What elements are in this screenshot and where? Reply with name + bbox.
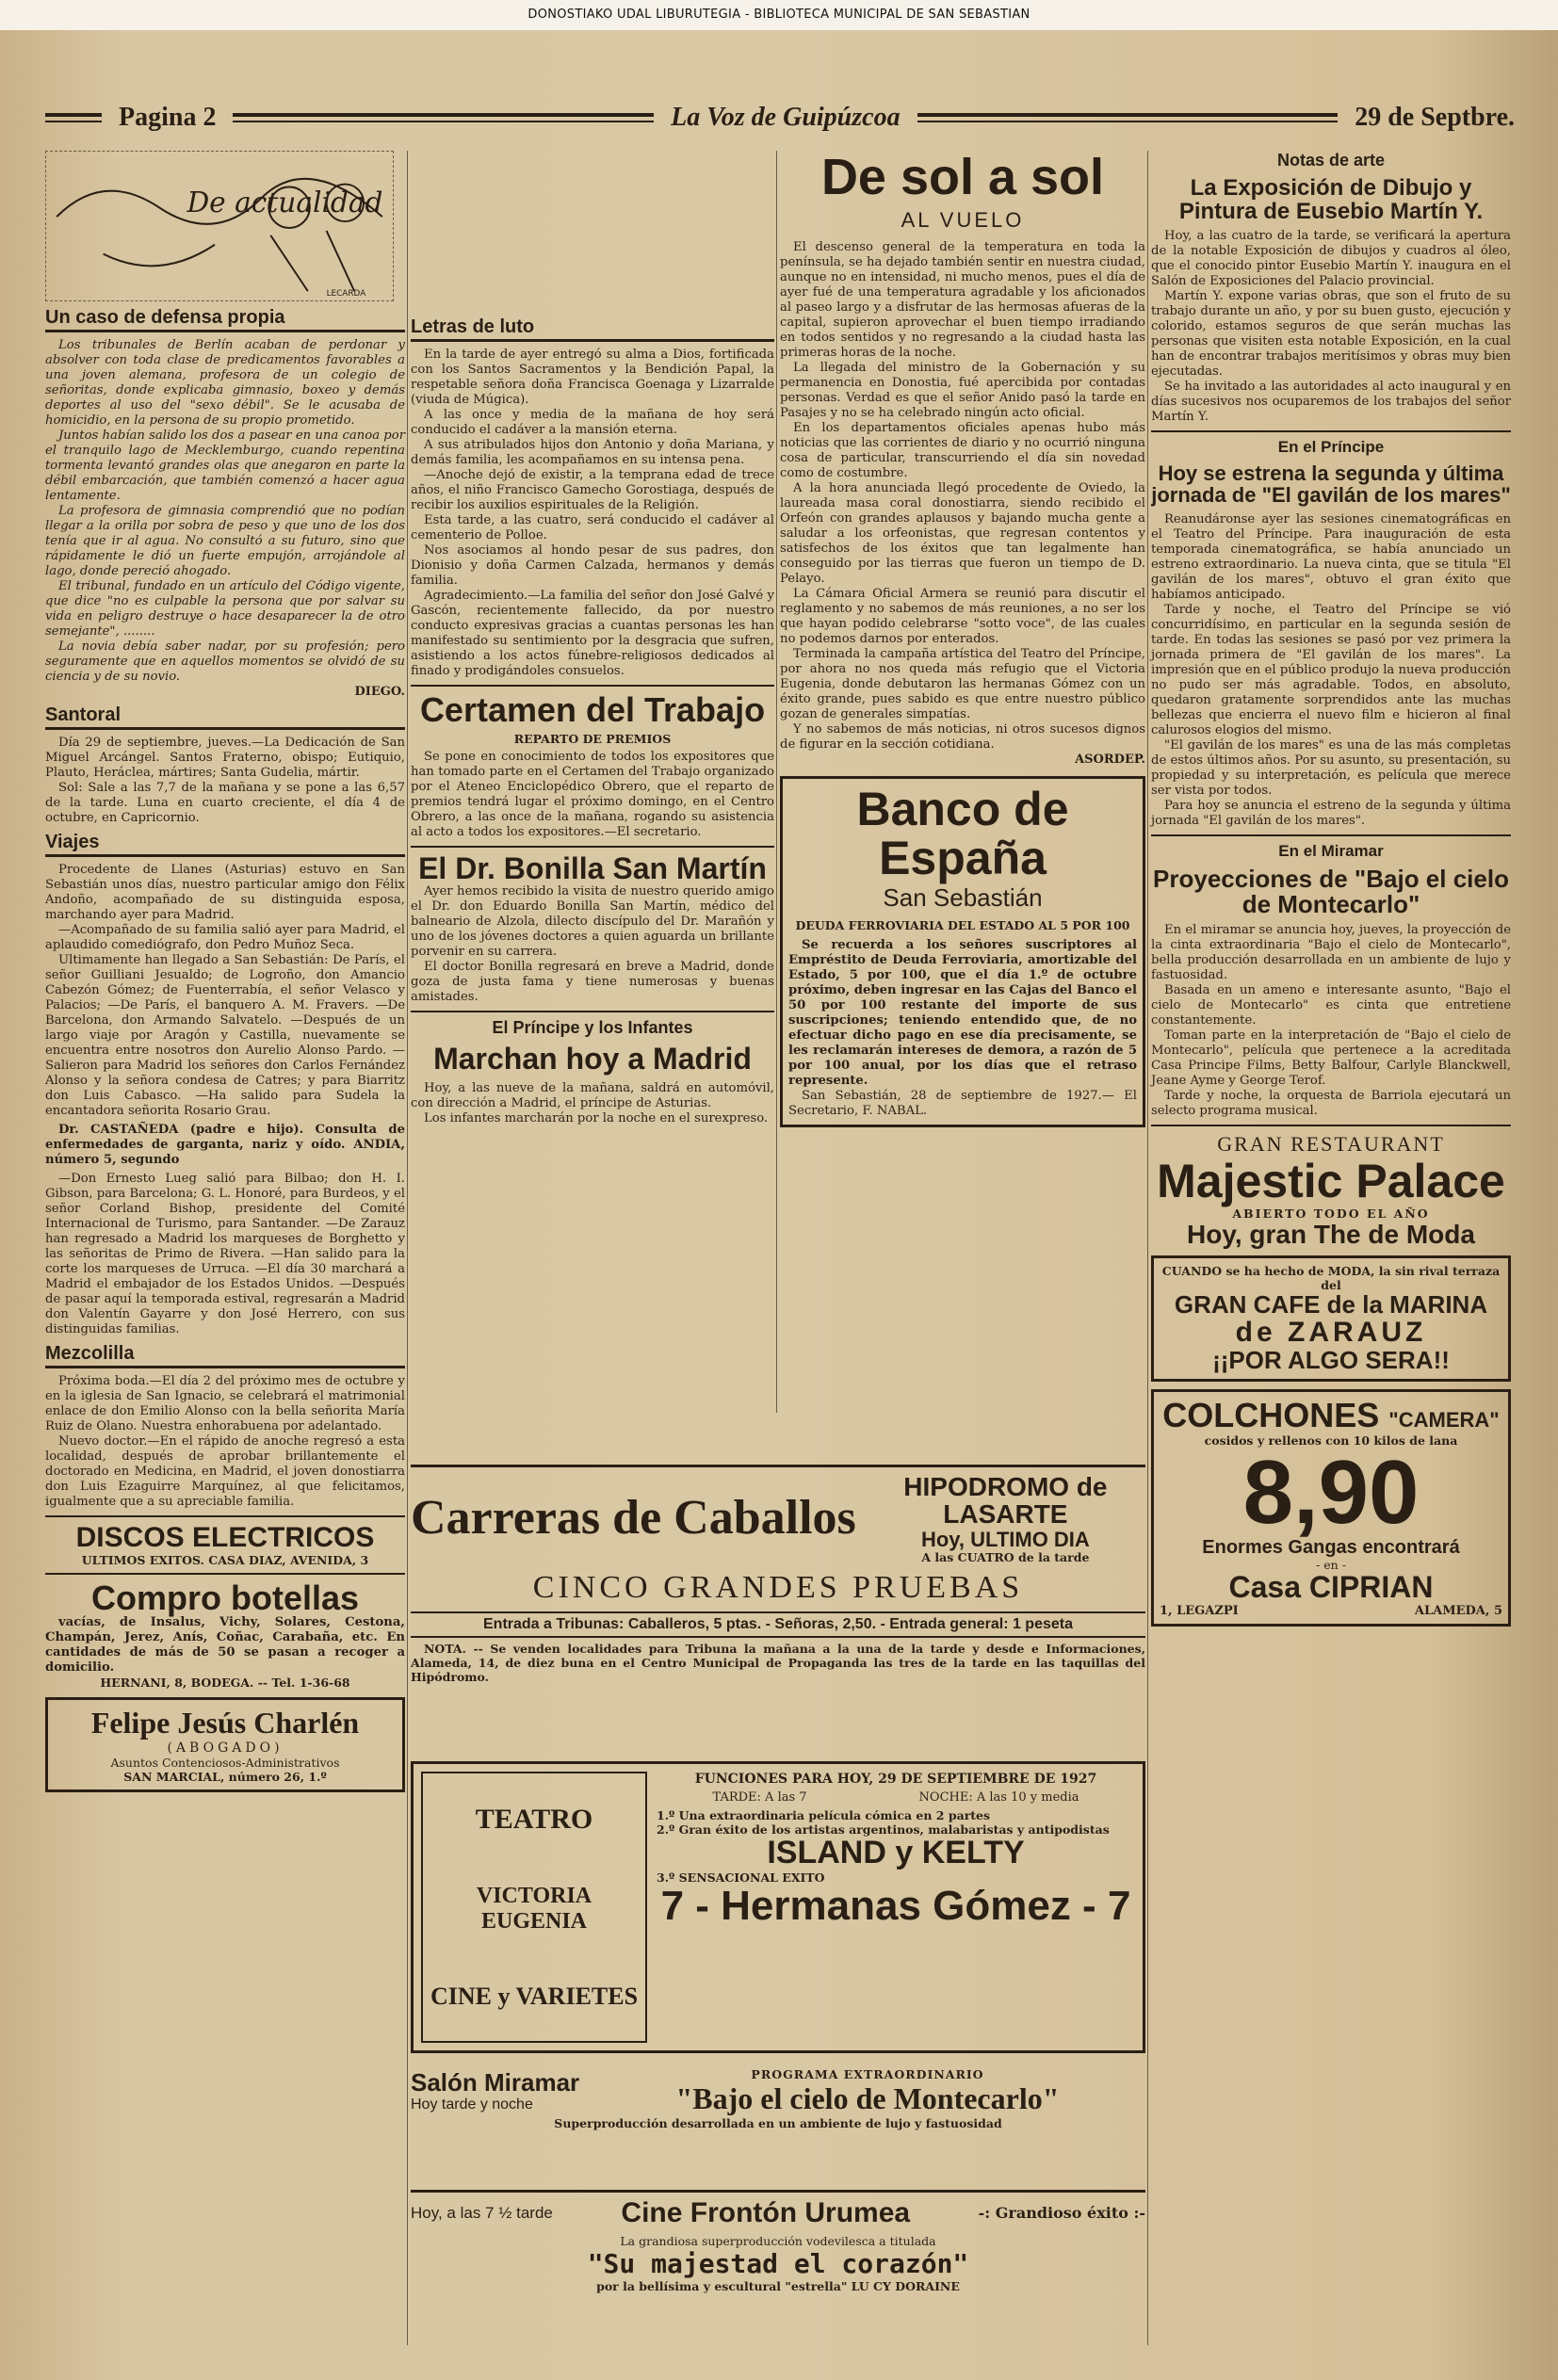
ad-teatro-logo [421, 1772, 647, 2043]
paragraph: Procedente de Llanes (Asturias) estuvo en San Sebastián unos días, nuestro particular amigo don Félix Andoño, acompañado de su distinguida esposa, marchando ayer para Madrid. [45, 863, 405, 922]
ad-miramar-desc: Superproducción desarrollada en un ambiente de lujo y fastuosidad [554, 2116, 1002, 2130]
ad-majestic-pre: GRAN RESTAURANT [1217, 1132, 1445, 1157]
ad-banco-title: Banco de España [856, 782, 1069, 885]
section-title: Letras de luto [411, 316, 774, 342]
ad-marina-city: de ZARAUZ [1235, 1317, 1427, 1349]
ad-miramar-prog: PROGRAMA EXTRAORDINARIO [751, 2067, 984, 2081]
ad-colchones-shop: Casa CIPRIAN [1228, 1569, 1434, 1604]
ad-carreras-day: Hoy, ULTIMO DIA [920, 1527, 1090, 1551]
archive-header: DONOSTIAKO UDAL LIBURUTEGIA - BIBLIOTECA MUNICIPAL DE SAN SEBASTIAN [0, 0, 1558, 30]
ad-fronton-name: Cine Frontón Urumea [621, 2197, 911, 2228]
divider [1151, 1125, 1511, 1126]
ad-colchones-line: Enormes Gangas encontrará [1202, 1536, 1460, 1558]
headline: Hoy se estrena la segunda y última jornada de "El gavilán de los mares" [1151, 461, 1511, 508]
ad-botellas-text: vacías, de Insalus, Vichy, Solares, Cestona, Champán, Jerez, Anís, Coñac, Carabaña, etc. En cantidades de más de 50 se pasan a recoger a domicilio. [45, 1615, 405, 1676]
ad-fronton-tag: -: Grandioso éxito :- [978, 2204, 1145, 2223]
ad-abogado-address: SAN MARCIAL, número 26, 1.º [123, 1770, 327, 1785]
issue-date: 29 de Septbre. [1355, 103, 1516, 132]
ad-colchones-address-1: 1, LEGAZPI [1160, 1603, 1239, 1618]
ad-fronton-film: "Su majestad el corazón" [587, 2247, 969, 2279]
divider [1151, 430, 1511, 432]
paragraph: Sol: Sale a las 7,7 de la mañana y se pone a las 6,57 de la tarde. Luna en cuarto creciente, el día 4 de octubre, en Capricornio. [45, 781, 405, 825]
paragraph: —Anoche dejó de existir, a la temprana edad de trece años, el niño Francisco Gamecho Gorostiaga, después de recibir los auxilios espirituales de la Religión. [411, 468, 774, 512]
section-title: Un caso de defensa propia [45, 307, 405, 332]
paragraph: A la hora anunciada llegó procedente de Oviedo, la laureada masa coral donostiarra, siendo recibido el Orfeón con grandes aplausos y bajando mucha gente a saludar a los orfeonistas, que regresan contentos y satisfechos de los éxitos que tan legalmente han conseguido por las tierras que fueron un tiempo de D. Pelayo. [780, 480, 1145, 586]
section-title: Santoral [45, 704, 405, 730]
paragraph: Se pone en conocimiento de todos los expositores que han tomado parte en el Certamen del Trabajo organizado por el Ateneo Enciclopédico Obrero, que el reparto de premios tendrá lugar el próximo domingo, en el Centro Obrero, a las once de la mañana, rogando su asistencia al acto a todos los expositores.—El secretario. [411, 749, 774, 839]
paragraph: Y no sabemos de más noticias, ni otros sucesos dignos de figurar en la sección cotidiana. [780, 721, 1145, 752]
kicker: En el Príncipe [1277, 438, 1385, 457]
paragraph: Para hoy se anuncia el estreno de la segunda y última jornada "El gavilán de los mares". [1151, 798, 1511, 828]
column-2 [411, 311, 774, 1126]
doctor-ad: Dr. CASTAÑEDA (padre e hijo). Consulta de enfermedades de garganta, nariz y oído. ANDIA, número 5, segundo [45, 1123, 405, 1167]
paragraph: El tribunal, fundado en un artículo del Código vigente, que dice "no es culpable la persona que por salvar su vida en peligro destruye o hace desaparecer la de otro semejante", ........ [45, 579, 405, 639]
divider [411, 685, 774, 687]
paragraph: En los departamentos oficiales apenas hubo más noticias que las corrientes de diario y no ocurrió ninguna cosa de particular, transcurriendo el día sin novedad como de costumbre. [780, 420, 1145, 480]
divider [411, 846, 774, 848]
cartoon-title: De actualidad [187, 186, 383, 219]
paragraph: "El gavilán de los mares" es una de las más completas de estos últimos años. Por su asunto, su presentación, su propiedad y su interpretación, es película que merece ser vista por todos. [1151, 737, 1511, 798]
paragraph: A las once y media de la mañana de hoy será conducido el cadáver a la mansión eterna. [411, 408, 774, 437]
ad-fronton-line2: por la bellísima y escultural "estrella" LU CY DORAINE [596, 2278, 960, 2293]
paragraph: El descenso general de la temperatura en toda la península, se ha dejado también sentir en nuestra ciudad, aunque no en intensidad, ni mucho menos, pues el día de ayer fué de una temperatura agradable y los aficionados al paseo largo y a disfrutar de las hermosas afueras de la capital, supieron aprovechar el buen tiempo irradiando en todos sentidos y no regresando a la ciudad hasta las primeras horas de la noche. [780, 239, 1145, 360]
ad-miramar-left [411, 2070, 580, 2113]
column-divider [776, 151, 777, 1413]
ad-colchones-price: 8,90 [1242, 1441, 1420, 1543]
ad-colchones-en: - en - [1316, 1557, 1346, 1572]
ad-teatro-headliner: 7 - Hermanas Gómez - 7 [660, 1882, 1131, 1929]
ad-marina-top: CUANDO se ha hecho de MODA, la sin rival terraza del [1161, 1264, 1501, 1293]
cartoon-illustration [45, 151, 394, 301]
column-divider [407, 151, 408, 2345]
paragraph: —Acompañado de su familia salió ayer para Madrid, el aplaudido comediógrafo, don Pedro Muñoz Seca. [45, 923, 405, 952]
signature: DIEGO. [354, 685, 405, 699]
ad-majestic-sub: ABIERTO TODO EL AÑO [1232, 1206, 1430, 1221]
ad-miramar-when: Hoy tarde y noche [411, 2096, 533, 2113]
ad-banco-text: Se recuerda a los señores suscriptores al Empréstito de Deuda Ferroviaria, amortizable del Estado, 5 por 100, que el día 1.º de octubre próximo, deben ingresar en las Cajas del Banco el 50 por 100 restante del importe de sus suscripciones; teniendo entendido que, de no efectuar dicho pago en ese día precisamente, se les reclamarán intereses de demora, a razón de 5 por 100 anual, por los días que el retraso represente. [788, 937, 1137, 1088]
ad-colchones-sub: cosidos y rellenos con 10 kilos de lana [1204, 1433, 1458, 1448]
ad-colchones-header [1160, 1398, 1502, 1433]
ad-carreras-header [411, 1465, 1145, 1564]
ad-teatro-tarde: TARDE: A las 7 [712, 1790, 807, 1805]
paragraph: En el miramar se anuncia hoy, jueves, la proyección de la cinta extraordinaria "Bajo el cielo de Montecarlo", bella producción desarrollada en un ambiente de lujo y fastuosidad. [1151, 923, 1511, 983]
ad-colchones-address-2: ALAMEDA, 5 [1414, 1603, 1502, 1618]
ad-miramar-name: Salón Miramar [411, 2068, 580, 2097]
paragraph: —Don Ernesto Lueg salió para Bilbao; don H. I. Gibson, para Barcelona; G. L. Honoré, para Burdeos, y el señor Corland Bishop, presidente del Comité Internacional de Turismo, para Santander. —De Zarauz han regresado a Madrid los marqueses de Borghetto y las señoritas de Primo de Rivera. —Han salido para la corte los marqueses de Urruca. —El día 30 marchará a Madrid el embajador de los Estados Unidos. —Después de pasar aquí la temporada estival, regresarán a Madrid don Valentín Gayarre y don José Herrero, con sus distinguidas familias. [45, 1172, 405, 1336]
ad-colchones-brand: "CAMERA" [1388, 1408, 1500, 1433]
ad-abogado-text: Asuntos Contenciosos-Administrativos [110, 1756, 340, 1771]
ad-miramar [411, 2067, 1145, 2130]
ad-marina-title: GRAN CAFE de la MARINA [1174, 1290, 1488, 1320]
headline: De sol a sol [820, 149, 1105, 205]
ad-fronton-time: Hoy, a las 7 ½ tarde [411, 2203, 553, 2222]
ad-fronton [411, 2190, 1145, 2293]
ad-carreras-info [866, 1473, 1145, 1564]
ad-banco-city: San Sebastián [883, 882, 1043, 912]
ad-teatro-times [657, 1790, 1135, 1805]
ad-fronton-line1: La grandiosa superproducción vodevilesca a titulada [620, 2233, 936, 2248]
subheadline: REPARTO DE PREMIOS [513, 731, 672, 746]
ad-teatro-artists: ISLAND y KELTY [767, 1835, 1025, 1870]
column-divider [1147, 151, 1148, 2345]
paragraph: Día 29 de septiembre, jueves.—La Dedicación de San Miguel Arcángel. Santos Fraterno, obispo; Eutiquio, Plauto, Heráclea, mártires; Santa Gudelia, mártir. [45, 736, 405, 780]
paragraph: Ultimamente han llegado a San Sebastián: De París, el señor Guilliani Jesualdo; de Logroño, don Amancio Cabezón Gómez; de Fuenterrabía, el señor Velasco y Palacios; —De París, el banquero A. M. Fravers. —De Barcelona, don Armando Salvatelo. —Después de un largo viaje por Aragón y Castilla, nuevamente se encuentra entre nosotros don Aurelio Alonso Pardo. —Salieron para Madrid los señores don Carlos Fernández Alonso y la señora condesa de Catres; y para Biarritz don Luis Cabasco. —Ha salido para Sudela la encantadora señorita Rosario Grau. [45, 953, 405, 1118]
ad-banco-sub: DEUDA FERROVIARIA DEL ESTADO AL 5 POR 100 [795, 917, 1130, 932]
ad-majestic-line: Hoy, gran The de Moda [1187, 1219, 1475, 1249]
ad-carreras-title: Carreras de Caballos [411, 1491, 856, 1546]
ad-teatro-item: 1.º Una extraordinaria película cómica en 2 partes [657, 1808, 991, 1822]
paper-name: La Voz de Guipúzcoa [671, 103, 901, 132]
headline: Proyecciones de "Bajo el cielo de Montecarlo" [1153, 864, 1509, 918]
kicker: En el Miramar [1278, 841, 1384, 860]
ad-abogado [45, 1697, 405, 1792]
masthead-rule-left [45, 113, 102, 122]
cartoon-signature: LECARDA [326, 289, 366, 300]
ad-teatro-logo-1: TEATRO [475, 1803, 593, 1835]
paragraph: La profesora de gimnasia comprendió que no podían llegar a la orilla por sobra de peso y que uno de los dos tenía que ir al agua. No consultó a su futuro, sino que rápidamente le dió un fuerte empujón, arrojándole al lago, donde pereció ahogado. [45, 504, 405, 578]
divider [45, 1573, 405, 1575]
ad-marina [1151, 1255, 1511, 1382]
kicker: Notas de arte [1276, 151, 1386, 170]
paragraph: Martín Y. expone varias obras, que son el fruto de su trabajo durante un año, y por su buen gusto, ejecución y colorido, estamos seguros de que serán muchas las personas que visiten esta notable Exposición, en la cual han de encontrar trabajos meritísimos y obras muy bien ejecutadas. [1151, 289, 1511, 380]
masthead-rule-mid2 [917, 113, 1339, 122]
ad-teatro [411, 1761, 1145, 2053]
ad-abogado-role: (ABOGADO) [167, 1740, 284, 1757]
paragraph: Basada en un ameno e interesante asunto, "Bajo el cielo de Montecarlo" es cinta que entretiene constantemente. [1151, 983, 1511, 1028]
column-1 [45, 151, 405, 1792]
column-4 [1151, 151, 1511, 1627]
paragraph: Hoy, a las nueve de la mañana, saldrá en automóvil, con dirección a Madrid, el príncipe de Asturias. [411, 1080, 774, 1110]
column-3 [780, 151, 1145, 1127]
ad-carreras-note: NOTA. -- Se venden localidades para Tribuna la mañana a la una de la tarde y desde e Informaciones, Alameda, 14, de diez buna en el Centro Municipal de Propaganda las tres de la tarde en las taquillas del Hipódromo. [411, 1641, 1145, 1684]
ad-banco [780, 776, 1145, 1127]
paragraph: Reanudáronse ayer las sesiones cinematográficas en el Teatro del Príncipe. Para inauguración de esta temporada cinematográfica, se había anunciado un estreno extraordinario. La nueva cinta, que se titula "El gavilán de los mares", obtuvo el gran éxito que habíamos anticipado. [1151, 511, 1511, 602]
ad-banco-sign: San Sebastián, 28 de septiembre de 1927.— El Secretario, F. NABAL. [788, 1088, 1137, 1118]
ad-teatro-header: FUNCIONES PARA HOY, 29 DE SEPTIEMBRE DE 1927 [694, 1772, 1097, 1787]
ad-majestic-title: Majestic Palace [1157, 1155, 1505, 1208]
ad-marina-slogan: ¡¡POR ALGO SERA!! [1212, 1345, 1450, 1374]
signature: ASORDEP. [1075, 752, 1145, 767]
paragraph: Los infantes marcharán por la noche en el surexpreso. [424, 1110, 769, 1125]
paragraph: Terminada la campaña artística del Teatro del Príncipe, por ahora no nos queda más refugio que el Victoria Eugenia, donde debutaron las hermanas Gómez con un éxito grande, pues sabido es que entre nuestro público gozan de generales simpatías. [780, 646, 1145, 721]
masthead [45, 94, 1515, 141]
ad-carreras-sub: CINCO GRANDES PRUEBAS [532, 1569, 1024, 1605]
ad-botellas-address: HERNANI, 8, BODEGA. -- Tel. 1-36-68 [100, 1676, 350, 1691]
ad-discos-title: DISCOS ELECTRICOS [75, 1522, 375, 1553]
paragraph: Se ha invitado a las autoridades al acto inaugural y en días sucesivos nos ocuparemos de los trabajos del señor Martín Y. [1151, 380, 1511, 425]
ad-teatro-noche: NOCHE: A las 10 y media [918, 1790, 1079, 1805]
paragraph: A sus atribulados hijos don Antonio y doña Mariana, y demás familia, les acompañamos en su intensa pena. [411, 438, 774, 467]
headline: Certamen del Trabajo [419, 690, 766, 729]
divider [45, 1515, 405, 1517]
ad-teatro-program [657, 1772, 1135, 2043]
paragraph: El doctor Bonilla regresará en breve a Madrid, donde goza de justa fama y tiene numerosas y buenas amistades. [411, 960, 774, 1005]
ad-abogado-name: Felipe Jesús Charlén [90, 1706, 360, 1740]
paragraph: Juntos habían salido los dos a pasear en una canoa por el tranquilo lago de Mecklemburgo, cuando repentina tormenta levantó grandes olas que anegaron en parte la débil embarcación, que también comenzó a hacer agua lentamente. [45, 429, 405, 503]
divider [411, 1011, 774, 1012]
ad-miramar-film: "Bajo el cielo de Montecarlo" [675, 2081, 1060, 2115]
paragraph: Toman parte en la interpretación de "Bajo el cielo de Montecarlo", película que pertenece a la acreditada Casa Principe Films, Betty Balfour, Carlyle Blanckwell, Jeane Ayme y George Terof. [1151, 1028, 1511, 1089]
ad-miramar-right [590, 2067, 1145, 2116]
headline: El Dr. Bonilla San Martín [418, 850, 767, 885]
ad-carreras-venue: HIPODROMO de LASARTE [903, 1472, 1108, 1530]
divider [1151, 834, 1511, 836]
ad-colchones [1151, 1389, 1511, 1626]
ad-botellas-title: Compro botellas [90, 1578, 360, 1617]
paragraph: Agradecimiento.—La familia del señor don José Galvé y Gascón, recientemente fallecido, da por nuestro conducto expresivas gracias a cuantas personas les han manifestado su sentimiento por la desgracia que sufren, asistiendo a los actos fúnebre-religiosos dedicados al finado y prodigándoles consuelos. [411, 589, 774, 678]
masthead-rule-mid1 [233, 113, 654, 122]
paragraph: La novia debía saber nadar, por su profesión; pero seguramente que en aquellos momentos se olvidó de su ciencia y de su novio. [45, 640, 405, 684]
paragraph: Ayer hemos recibido la visita de nuestro querido amigo el Dr. don Eduardo Bonilla San Martín, médico del balneario de Alzola, dilecto discípulo del Dr. Marañón y uno de los jóvenes doctores a quien aguarda un brillante porvenir en su carrera. [411, 884, 774, 960]
ad-teatro-item: 2.º Gran éxito de los artistas argentinos, malabaristas y antipodistas [657, 1822, 1110, 1837]
subheadline: AL VUELO [901, 207, 1025, 232]
paragraph: Nuevo doctor.—En el rápido de anoche regresó a esta localidad, después de aprobar brillantemente el doctorado en Medicina, en Madrid, el joven donostiarra don Luis Ezaguirre Marquínez, al que felicitamos, igualmente que a su apreciable familia. [45, 1434, 405, 1509]
paragraph: Próxima boda.—El día 2 del próximo mes de octubre y en la iglesia de San Ignacio, se celebrará el matrimonial enlace de don Emilio Alonso con la bella señorita María Ruiz de Olano. Nuestra enhorabuena por adelantado. [45, 1374, 405, 1433]
paragraph: La Cámara Oficial Armera se reunió para discutir el reglamento y no sabemos de más reuniones, a no ser los que hayan podido celebrarse "sotto voce", de las cuales no podemos darnos por enterados. [780, 586, 1145, 646]
ad-miramar-row [411, 2067, 1145, 2116]
cartoon-drawing-icon [46, 152, 393, 300]
paragraph: La llegada del ministro de la Gobernación y su permanencia en Donostia, fué apercibida por contadas personas. Verdad es que el señor Anido pasó la tarde en Pasajes y no se ha celebrado ningún acto oficial. [780, 360, 1145, 420]
paragraph: Tarde y noche, el Teatro del Príncipe se vió concurridísimo, en particular en la segunda sesión de tarde. En todas las sesiones se pasó por vez primera la jornada primera de "El gavilán de los mares". La impresión que en el público produjo la nueva producción no pudo ser más agradable. Todos, en absoluto, quedaron gratamente sorprendidos ante las muchas bellezas que encierra el nuevo film e hicieron al final calurosos elogios del mismo. [1151, 602, 1511, 737]
ad-fronton-header [411, 2198, 1145, 2228]
ad-teatro-logo-2: VICTORIA EUGENIA [476, 1883, 592, 1934]
paragraph: En la tarde de ayer entregó su alma a Dios, fortificada con los Santos Sacramentos y la Bendición Papal, la respetable señora doña Francisca Goenaga y Lizarralde (viuda de Múgica). [411, 348, 774, 407]
kicker: El Príncipe y los Infantes [492, 1018, 693, 1038]
headline: Marchan hoy a Madrid [433, 1042, 752, 1077]
paragraph: Esta tarde, a las cuatro, será conducido el cadáver al cementerio de Polloe. [411, 513, 774, 542]
ad-discos-line: ULTIMOS EXITOS. CASA DIAZ, AVENIDA, 3 [81, 1552, 369, 1567]
ad-teatro-logo-3: CINE y VARIETES [430, 1983, 639, 2011]
ad-carreras [411, 1465, 1145, 1684]
headline: La Exposición de Dibujo y Pintura de Eusebio Martín Y. [1178, 175, 1484, 225]
paragraph: Nos asociamos al hondo pesar de sus padres, don Dionisio y doña Carmen Calzada, hermanos y demás familia. [411, 543, 774, 588]
ad-colchones-title: COLCHONES [1162, 1396, 1380, 1435]
paragraph: Tarde y noche, la orquesta de Barriola ejecutará un selecto programa musical. [1151, 1089, 1511, 1119]
ad-carreras-prices: Entrada a Tribunas: Caballeros, 5 ptas. - Señoras, 2,50. - Entrada general: 1 peseta [411, 1611, 1145, 1638]
paragraph: Hoy, a las cuatro de la tarde, se verificará la apertura de la notable Exposición de dibujos y cuadros al óleo, que el conocido pintor Eusebio Martín Y. inaugura en el Salón de Exposiciones del Palacio provincial. [1151, 229, 1511, 289]
section-title: Viajes [45, 832, 405, 857]
section-title: Mezcolilla [45, 1343, 405, 1368]
ad-colchones-address [1160, 1604, 1502, 1618]
page-number: Pagina 2 [119, 103, 217, 132]
ad-carreras-time: A las CUATRO de la tarde [921, 1549, 1090, 1564]
paragraph: Los tribunales de Berlín acaban de perdonar y absolver con toda clase de predicamentos favorables a una joven alemana, profesora de un colegio de señoritas, donde explicaba gimnasio, boxeo y demás deportes al uso del "sexo débil". Se le acusaba de homicidio, en la persona de su propio prometido. [45, 338, 405, 428]
ad-teatro-item: 3.º SENSACIONAL EXITO [657, 1870, 825, 1885]
